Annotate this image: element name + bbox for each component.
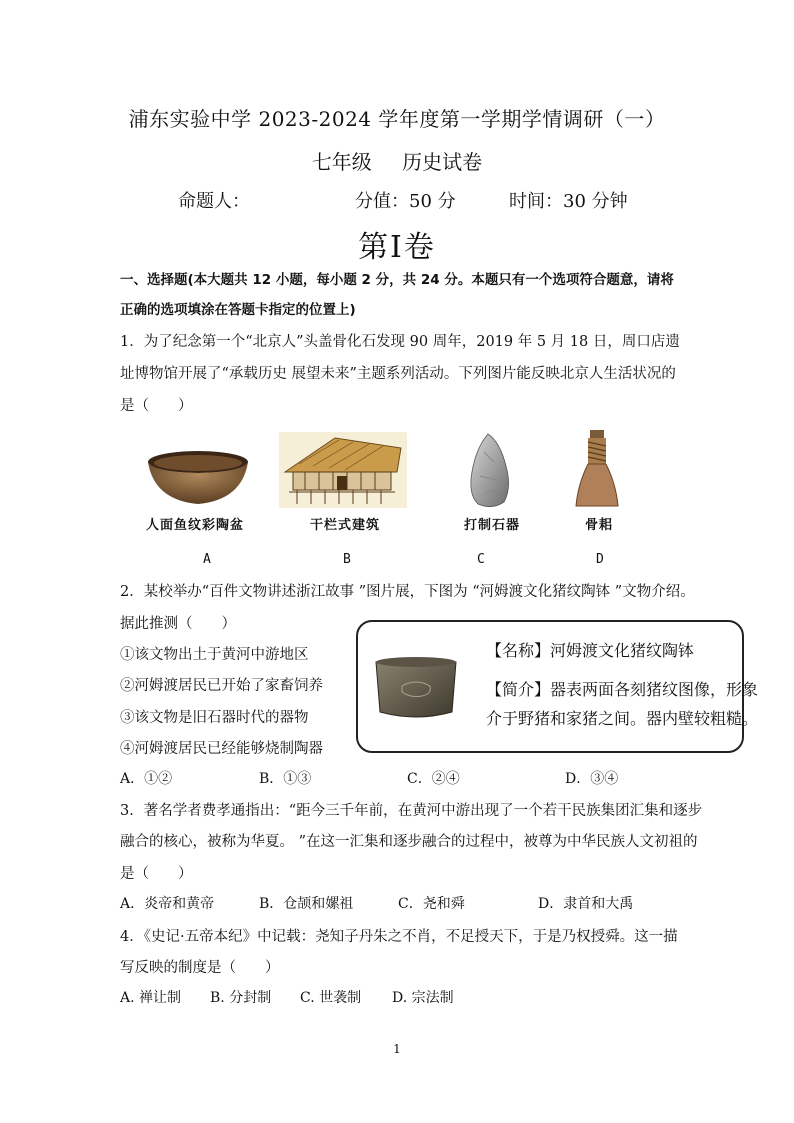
q4-option-b: B. 分封制 — [210, 990, 272, 1006]
volume-title: 第Ⅰ卷 — [358, 230, 436, 265]
q3-option-a: A．炎帝和黄帝 — [120, 896, 215, 912]
q3-line2: 融合的核心，被称为华夏。 ”在这一汇集和逐步融合的过程中，被尊为中华民族人文初祖的 — [120, 834, 698, 850]
q2-option-c: C．②④ — [407, 771, 460, 787]
q3-line3: 是（ ） — [120, 866, 193, 882]
q2-option-a: A．①② — [120, 771, 173, 787]
q2-item-4: ④河姆渡居民已经能够烧制陶器 — [120, 741, 323, 757]
q4-option-d: D. 宗法制 — [392, 990, 454, 1006]
figure-letter: C — [477, 552, 485, 567]
q2-option-b: B．①③ — [259, 771, 312, 787]
figure-letter: A — [203, 552, 211, 567]
q4-line1: 4．《史记·五帝本纪》中记载：尧知子丹朱之不肖，不足授天下，于是乃权授舜。这一描 — [120, 929, 678, 945]
q2-line1: 2．某校举办“百件文物讲述浙江故事 ”图片展，下图为 “河姆渡文化猪纹陶钵 ”文物介绍。 — [120, 584, 695, 600]
q3-option-c: C．尧和舜 — [398, 896, 465, 912]
q1-line2: 址博物馆开展了“承载历史 展望未来”主题系列活动。下列图片能反映北京人生活状况的 — [120, 366, 676, 382]
artifact-intro-line2: 介于野猪和家猪之间。器内壁较粗糙。 — [486, 709, 759, 728]
q1-line1: 1．为了纪念第一个“北京人”头盖骨化石发现 90 周年，2019 年 5 月 18 日，周口店遗 — [120, 334, 680, 350]
figure-caption: 干栏式建筑 — [310, 518, 381, 533]
page-number: 1 — [393, 1042, 401, 1056]
pottery-basin-icon — [146, 448, 250, 508]
artifact-intro-line1: 【简介】器表两面各刻猪纹图像，形象 — [486, 680, 759, 699]
q1-line3: 是（ ） — [120, 398, 193, 414]
pottery-bowl-icon — [372, 654, 460, 724]
q4-option-c: C. 世袭制 — [300, 990, 362, 1006]
artifact-info-box — [356, 620, 759, 753]
figure-caption: 打制石器 — [464, 518, 521, 533]
q2-option-d: D．③④ — [565, 771, 619, 787]
section-heading-line2: 正确的选项填涂在答题卡指定的位置上) — [120, 302, 356, 318]
figure-caption: 人面鱼纹彩陶盆 — [146, 518, 245, 533]
q3-line1: 3．著名学者费孝通指出：“距今三千年前，在黄河中游出现了一个若干民族集团汇集和逐步 — [120, 803, 703, 819]
bone-spade-icon — [574, 428, 620, 512]
figure-letter: D — [596, 552, 604, 567]
artifact-name: 【名称】河姆渡文化猪纹陶钵 — [486, 641, 695, 660]
q2-item-1: ①该文物出土于黄河中游地区 — [120, 647, 309, 663]
q3-option-b: B．仓颉和嫘祖 — [259, 896, 354, 912]
q2-item-2: ②河姆渡居民已开始了家畜饲养 — [120, 678, 323, 694]
subject: 历史试卷 — [402, 150, 483, 174]
figure-caption: 骨耜 — [585, 518, 614, 533]
q4-line2: 写反映的制度是（ ） — [120, 960, 280, 976]
q3-option-d: D．隶首和大禹 — [538, 896, 634, 912]
q2-item-3: ③该文物是旧石器时代的器物 — [120, 710, 309, 726]
score-info: 分值：50 分 — [355, 191, 456, 212]
exam-title: 浦东实验中学 2023-2024 学年度第一学期学情调研（一） — [128, 107, 666, 131]
chipped-stone-tool-icon — [466, 432, 514, 510]
author-label: 命题人： — [178, 191, 250, 212]
q2-line2: 据此推测（ ） — [120, 616, 236, 632]
exam-subtitle — [0, 146, 794, 175]
q4-option-a: A. 禅让制 — [120, 990, 182, 1006]
section-heading-line1: 一、选择题(本大题共 12 小题，每小题 2 分，共 24 分。本题只有一个选项符合题意，请将 — [120, 272, 674, 288]
time-info: 时间：30 分钟 — [509, 191, 628, 212]
stilt-house-icon — [279, 432, 407, 508]
grade: 七年级 — [311, 150, 372, 174]
figure-letter: B — [343, 552, 351, 567]
